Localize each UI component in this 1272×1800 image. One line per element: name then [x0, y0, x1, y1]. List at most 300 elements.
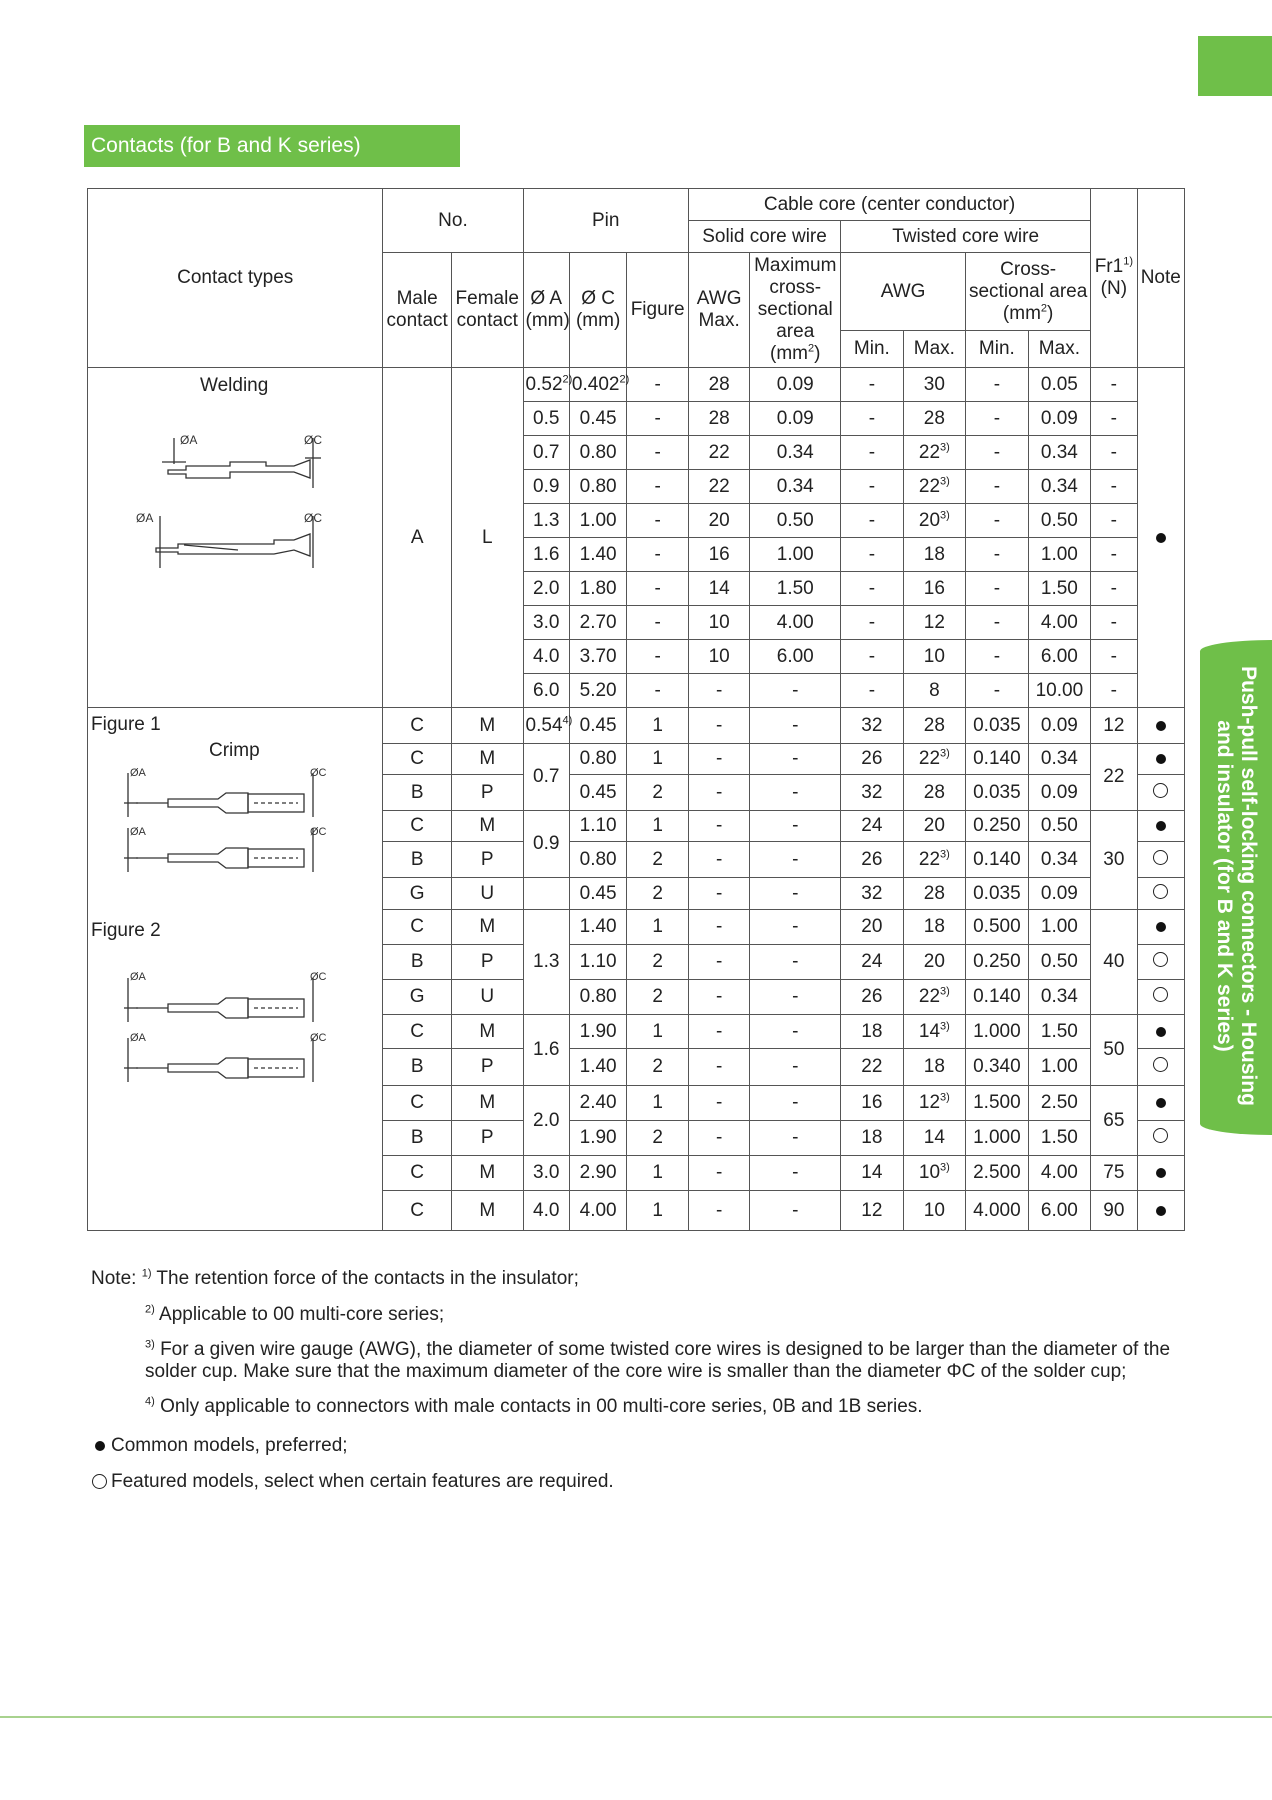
area-max: 0.50: [1028, 945, 1091, 980]
awg-max-value: 28: [923, 407, 945, 429]
oa-sup: 2): [562, 373, 573, 386]
figure: 1: [627, 1156, 689, 1191]
awg-max-value: 22: [918, 986, 941, 1007]
awg-min: 24: [841, 811, 904, 842]
crimp-type-cell: [88, 708, 383, 1231]
max-area: 1.50: [750, 572, 841, 606]
fr: 12: [1091, 708, 1137, 744]
max-area: -: [750, 708, 841, 744]
area-max: 0.34: [1028, 744, 1091, 775]
oa-value: 4.0: [533, 645, 560, 667]
header-awg-max: AWG Max.: [688, 253, 750, 368]
area-min: 0.500: [966, 910, 1029, 945]
note-cell: [1137, 1156, 1184, 1191]
header-no: No.: [383, 189, 523, 253]
area-min: 0.250: [966, 811, 1029, 842]
max-area: -: [750, 1015, 841, 1049]
oc: 1.10: [569, 811, 626, 842]
welding-label: Welding: [200, 375, 269, 396]
area-max: 0.34: [1028, 436, 1091, 470]
awg-max: [903, 811, 966, 842]
note-cell: [1137, 1015, 1184, 1049]
awg-min: 22: [841, 1049, 904, 1086]
crimp-dim-a-1: ØA: [130, 767, 146, 779]
area-max: 0.09: [1028, 708, 1091, 744]
male-contact: C: [383, 708, 452, 744]
oa-value: 1.3: [533, 509, 560, 531]
area-min: -: [966, 674, 1029, 708]
awg-max: [903, 1086, 966, 1121]
male-contact: C: [383, 1015, 452, 1049]
oa-value: 0.7: [533, 441, 560, 463]
male-contact: C: [383, 910, 452, 945]
note-cell: [1137, 878, 1184, 910]
oc-value: 0.80: [579, 441, 617, 463]
max-area: -: [750, 1121, 841, 1156]
male-contact: B: [383, 1049, 452, 1086]
awg-max-sup: 3): [940, 509, 950, 522]
figure: -: [627, 470, 689, 504]
area-max: 1.00: [1028, 1049, 1091, 1086]
awg-max: [903, 945, 966, 980]
area-max: 10.00: [1028, 674, 1091, 708]
awg-max-value: 22: [918, 475, 941, 497]
awg-min: 32: [841, 878, 904, 910]
area-max: 4.00: [1028, 606, 1091, 640]
awg-max: [903, 368, 966, 402]
figure-1-label: Figure 1: [91, 714, 161, 735]
max-area: -: [750, 980, 841, 1015]
female-contact: M: [451, 811, 523, 842]
welding-dim-c-2: ØC: [304, 511, 322, 525]
header-awg-max-col: Max.: [903, 331, 966, 368]
awg-solid: 22: [688, 436, 750, 470]
max-area: -: [750, 910, 841, 945]
area-min: -: [966, 572, 1029, 606]
awg-min: 26: [841, 744, 904, 775]
hollow-circle-icon: [1153, 1128, 1168, 1143]
awg-max-value: 28: [923, 882, 945, 904]
hollow-circle-icon: [92, 1474, 107, 1489]
crimp-dim-a-4: ØA: [130, 1032, 146, 1044]
note-cell: [1137, 842, 1184, 878]
figure: 1: [627, 1015, 689, 1049]
oa-value: 4.0: [533, 1199, 560, 1221]
note-2: [145, 1304, 444, 1326]
awg-solid: 16: [688, 538, 750, 572]
oc: [569, 538, 626, 572]
awg-min: 14: [841, 1156, 904, 1191]
oa: [523, 910, 569, 1015]
figure: 2: [627, 945, 689, 980]
figure: -: [627, 606, 689, 640]
note-cell: [1137, 775, 1184, 811]
note-2-text: Applicable to 00 multi-core series;: [159, 1304, 445, 1325]
awg-solid: 22: [688, 470, 750, 504]
contacts-table: [87, 188, 1185, 1231]
header-figure: Figure: [627, 253, 689, 368]
awg-solid: 10: [688, 640, 750, 674]
oc: 0.45: [569, 708, 626, 744]
footer-line: [0, 1716, 1272, 1718]
header-cross-min: Min.: [966, 331, 1029, 368]
area-min: 0.035: [966, 708, 1029, 744]
figure: -: [627, 368, 689, 402]
crimp-dim-c-3: ØC: [310, 971, 327, 983]
male-contact: B: [383, 775, 452, 811]
oa: [523, 402, 569, 436]
max-area: -: [750, 1086, 841, 1121]
area-min: -: [966, 538, 1029, 572]
awg-min: -: [841, 402, 904, 436]
area-min: 0.250: [966, 945, 1029, 980]
female-contact: P: [451, 945, 523, 980]
welding-section: [88, 368, 1185, 708]
oc-value: 1.80: [579, 577, 617, 599]
figure: 2: [627, 980, 689, 1015]
oc: 0.80: [569, 744, 626, 775]
oc: 1.90: [569, 1121, 626, 1156]
max-area: -: [750, 878, 841, 910]
awg-max: [903, 1015, 966, 1049]
oc-value: 1.40: [579, 543, 617, 565]
awg-max-sup: 3): [940, 475, 950, 488]
oc: 2.90: [569, 1156, 626, 1191]
female-contact: M: [451, 1156, 523, 1191]
cross-sup: 2: [1040, 302, 1048, 315]
note-cell: [1137, 1191, 1184, 1231]
awg-max-value: 18: [923, 1056, 945, 1077]
welding-dim-c-1: ØC: [304, 433, 322, 447]
area-max: 0.05: [1028, 368, 1091, 402]
oc: 1.40: [569, 910, 626, 945]
area-min: 1.500: [966, 1086, 1029, 1121]
oa: [523, 1086, 569, 1156]
max-area: 6.00: [750, 640, 841, 674]
note-1-text: The retention force of the contacts in the insulator;: [156, 1268, 579, 1289]
max-area: 0.09: [750, 368, 841, 402]
section-title: Contacts (for B and K series): [84, 125, 460, 167]
male-contact: B: [383, 842, 452, 878]
oc: [569, 368, 630, 402]
note-cell: [1137, 1049, 1184, 1086]
note-3: [145, 1339, 1179, 1383]
awg-min: 24: [841, 945, 904, 980]
welding-male: A: [383, 368, 452, 708]
awg-solid: -: [688, 775, 750, 811]
legend-ring: [91, 1471, 614, 1493]
awg-max-value: 10: [923, 645, 945, 667]
fr1-unit: (N): [1100, 278, 1128, 299]
awg-max: [903, 980, 966, 1015]
awg-solid: -: [688, 1121, 750, 1156]
awg-solid: -: [688, 1191, 750, 1231]
awg-min: -: [841, 640, 904, 674]
header-awg: AWG: [841, 253, 966, 331]
note-4: [145, 1396, 923, 1418]
awg-max-value: 12: [923, 611, 945, 633]
hollow-circle-icon: [1153, 850, 1168, 865]
fr: 22: [1091, 744, 1137, 811]
awg-solid: 28: [688, 368, 750, 402]
awg-max: [903, 842, 966, 878]
fr: 40: [1091, 910, 1137, 1015]
header-fr1: [1091, 189, 1137, 368]
area-min: -: [966, 606, 1029, 640]
welding-female: L: [451, 368, 523, 708]
oa: [523, 572, 569, 606]
header-solid-core: Solid core wire: [688, 221, 840, 253]
figure: 1: [627, 811, 689, 842]
awg-solid: -: [688, 945, 750, 980]
male-contact: G: [383, 980, 452, 1015]
fr1-label: Fr1: [1094, 256, 1124, 277]
area-max: 6.00: [1028, 1191, 1091, 1231]
figure: 1: [627, 910, 689, 945]
awg-max: [903, 1049, 966, 1086]
oa: [523, 811, 569, 878]
oc: [569, 436, 626, 470]
area-min: 2.500: [966, 1156, 1029, 1191]
table-row: [88, 368, 1185, 402]
oa-value: 2.0: [533, 1109, 560, 1131]
filled-dot-icon: [1156, 721, 1166, 731]
fr: 90: [1091, 1191, 1137, 1231]
oa: [523, 1156, 569, 1191]
area-max: 0.09: [1028, 775, 1091, 811]
oa-value: 1.3: [533, 951, 560, 972]
male-contact: B: [383, 1121, 452, 1156]
awg-solid: -: [688, 842, 750, 878]
header-twisted-core: Twisted core wire: [841, 221, 1091, 253]
figure: 1: [627, 744, 689, 775]
max-cross-text: Maximum cross-sectional area (mm: [754, 255, 837, 364]
header-oa: Ø A (mm): [523, 253, 569, 368]
figure: 2: [627, 1049, 689, 1086]
area-min: -: [966, 436, 1029, 470]
awg-max: [903, 674, 966, 708]
awg-min: -: [841, 572, 904, 606]
filled-dot-icon: [1156, 1027, 1166, 1037]
awg-solid: 10: [688, 606, 750, 640]
awg-min: 26: [841, 842, 904, 878]
female-contact: P: [451, 1049, 523, 1086]
awg-max: [903, 708, 966, 744]
hollow-circle-icon: [1153, 1057, 1168, 1072]
filled-dot-icon: [1156, 533, 1166, 543]
awg-solid: 20: [688, 504, 750, 538]
fr: 30: [1091, 811, 1137, 910]
awg-max: [903, 744, 966, 775]
figure: 2: [627, 1121, 689, 1156]
fr: -: [1091, 572, 1137, 606]
oa: [523, 1191, 569, 1231]
crimp-label: Crimp: [209, 740, 260, 761]
legend-dot-text: Common models, preferred;: [111, 1435, 348, 1456]
max-area: 0.09: [750, 402, 841, 436]
awg-max: [903, 402, 966, 436]
crimp-dim-c-2: ØC: [310, 826, 327, 838]
oc: [569, 674, 626, 708]
awg-max-value: 12: [918, 1092, 941, 1113]
note-prefix: Note:: [91, 1268, 137, 1289]
filled-dot-icon: [1156, 821, 1166, 831]
female-contact: P: [451, 775, 523, 811]
awg-max: [903, 470, 966, 504]
oa: [523, 878, 569, 910]
oa-value: 0.5: [533, 407, 560, 429]
area-min: 0.340: [966, 1049, 1029, 1086]
awg-max-sup: 3): [940, 848, 950, 861]
awg-max: [903, 775, 966, 811]
area-max: 0.34: [1028, 842, 1091, 878]
oa-value: 1.6: [533, 543, 560, 565]
note-cell: [1137, 945, 1184, 980]
oa-value: 0.52: [525, 373, 563, 395]
awg-max-sup: 3): [940, 1161, 950, 1174]
header-awg-min: Min.: [841, 331, 904, 368]
female-contact: M: [451, 1015, 523, 1049]
figure: -: [627, 640, 689, 674]
fr: 50: [1091, 1015, 1137, 1086]
awg-solid: -: [688, 744, 750, 775]
awg-max: [903, 436, 966, 470]
area-max: 1.50: [1028, 1015, 1091, 1049]
awg-solid: -: [688, 1156, 750, 1191]
male-contact: B: [383, 945, 452, 980]
awg-max-sup: 3): [940, 441, 950, 454]
figure: -: [627, 402, 689, 436]
legend-ring-text: Featured models, select when certain features are required.: [111, 1471, 614, 1492]
awg-max-value: 18: [923, 543, 945, 565]
awg-max: [903, 878, 966, 910]
filled-dot-icon: [95, 1441, 105, 1451]
header-male: Male contact: [383, 253, 452, 368]
header-female: Female contact: [451, 253, 523, 368]
oa-value: 3.0: [533, 1162, 560, 1183]
female-contact: U: [451, 878, 523, 910]
max-area: -: [750, 744, 841, 775]
max-area: -: [750, 775, 841, 811]
awg-max-value: 20: [923, 951, 945, 972]
awg-solid: 14: [688, 572, 750, 606]
female-contact: M: [451, 1086, 523, 1121]
max-area: -: [750, 842, 841, 878]
oa: [523, 436, 569, 470]
fr: -: [1091, 436, 1137, 470]
awg-solid: -: [688, 1049, 750, 1086]
max-area: 0.34: [750, 436, 841, 470]
female-contact: M: [451, 744, 523, 775]
note-4-sup: 4): [145, 1395, 155, 1408]
header-cable-core: Cable core (center conductor): [688, 189, 1090, 221]
awg-solid: -: [688, 1015, 750, 1049]
max-cross-sup: 2: [808, 342, 815, 355]
oc: [569, 640, 626, 674]
oc: 1.40: [569, 1049, 626, 1086]
cross-end: ): [1047, 302, 1054, 324]
note-cell: [1137, 708, 1184, 744]
fr: 75: [1091, 1156, 1137, 1191]
oa: [523, 470, 569, 504]
figure: 1: [627, 1086, 689, 1121]
area-min: 0.035: [966, 775, 1029, 811]
awg-max-value: 30: [923, 373, 945, 395]
corner-tab: [1198, 36, 1272, 96]
awg-max: [903, 640, 966, 674]
area-min: 4.000: [966, 1191, 1029, 1231]
note-3-sup: 3): [145, 1338, 155, 1351]
oc: 1.90: [569, 1015, 626, 1049]
welding-type-cell: [88, 368, 383, 708]
awg-max-value: 22: [918, 848, 941, 870]
awg-max-value: 14: [918, 1020, 941, 1042]
area-min: -: [966, 504, 1029, 538]
awg-max-value: 28: [923, 781, 945, 803]
awg-max: [903, 572, 966, 606]
awg-max: [903, 910, 966, 945]
welding-dim-a-2: ØA: [136, 511, 154, 525]
area-max: 1.50: [1028, 1121, 1091, 1156]
note-4-text: Only applicable to connectors with male contacts in 00 multi-core series, 0B and 1B series.: [160, 1396, 923, 1417]
area-min: -: [966, 368, 1029, 402]
area-max: 1.50: [1028, 572, 1091, 606]
female-contact: U: [451, 980, 523, 1015]
awg-min: -: [841, 538, 904, 572]
awg-min: 32: [841, 775, 904, 811]
area-max: 0.34: [1028, 980, 1091, 1015]
note-3-text: For a given wire gauge (AWG), the diameter of some twisted core wires is designed to be larger than the diameter of the solder cup. Make sure that the maximum diameter of the core wire is smaller than the diameter ΦC of the solder cup;: [145, 1339, 1171, 1382]
awg-solid: -: [688, 708, 750, 744]
male-contact: C: [383, 811, 452, 842]
max-area: -: [750, 945, 841, 980]
crimp-dim-c-1: ØC: [310, 767, 327, 779]
note-2-sup: 2): [145, 1303, 155, 1316]
header-oc: Ø C (mm): [569, 253, 626, 368]
awg-min: -: [841, 606, 904, 640]
legend-dot: [91, 1435, 348, 1457]
area-min: 1.000: [966, 1121, 1029, 1156]
oa: [523, 674, 569, 708]
crimp-section: [88, 708, 1185, 1231]
figure: -: [627, 674, 689, 708]
note-cell: [1137, 1121, 1184, 1156]
oa-value: 6.0: [533, 679, 560, 701]
male-contact: G: [383, 878, 452, 910]
awg-solid: -: [688, 980, 750, 1015]
awg-solid: 28: [688, 402, 750, 436]
fr: -: [1091, 368, 1137, 402]
welding-dim-a-1: ØA: [180, 433, 198, 447]
area-max: 1.00: [1028, 538, 1091, 572]
max-area: 4.00: [750, 606, 841, 640]
figure: -: [627, 538, 689, 572]
awg-max-value: 28: [923, 714, 945, 736]
oc: [569, 402, 626, 436]
oa: [523, 708, 573, 744]
area-min: -: [966, 402, 1029, 436]
header-row-1: [88, 189, 1185, 221]
area-max: 0.09: [1028, 878, 1091, 910]
filled-dot-icon: [1156, 922, 1166, 932]
oa: [523, 640, 569, 674]
oc: [569, 504, 626, 538]
note-cell: [1137, 744, 1184, 775]
fr: -: [1091, 674, 1137, 708]
awg-max-value: 14: [923, 1127, 945, 1148]
fr: -: [1091, 538, 1137, 572]
oc-value: 0.80: [579, 475, 617, 497]
